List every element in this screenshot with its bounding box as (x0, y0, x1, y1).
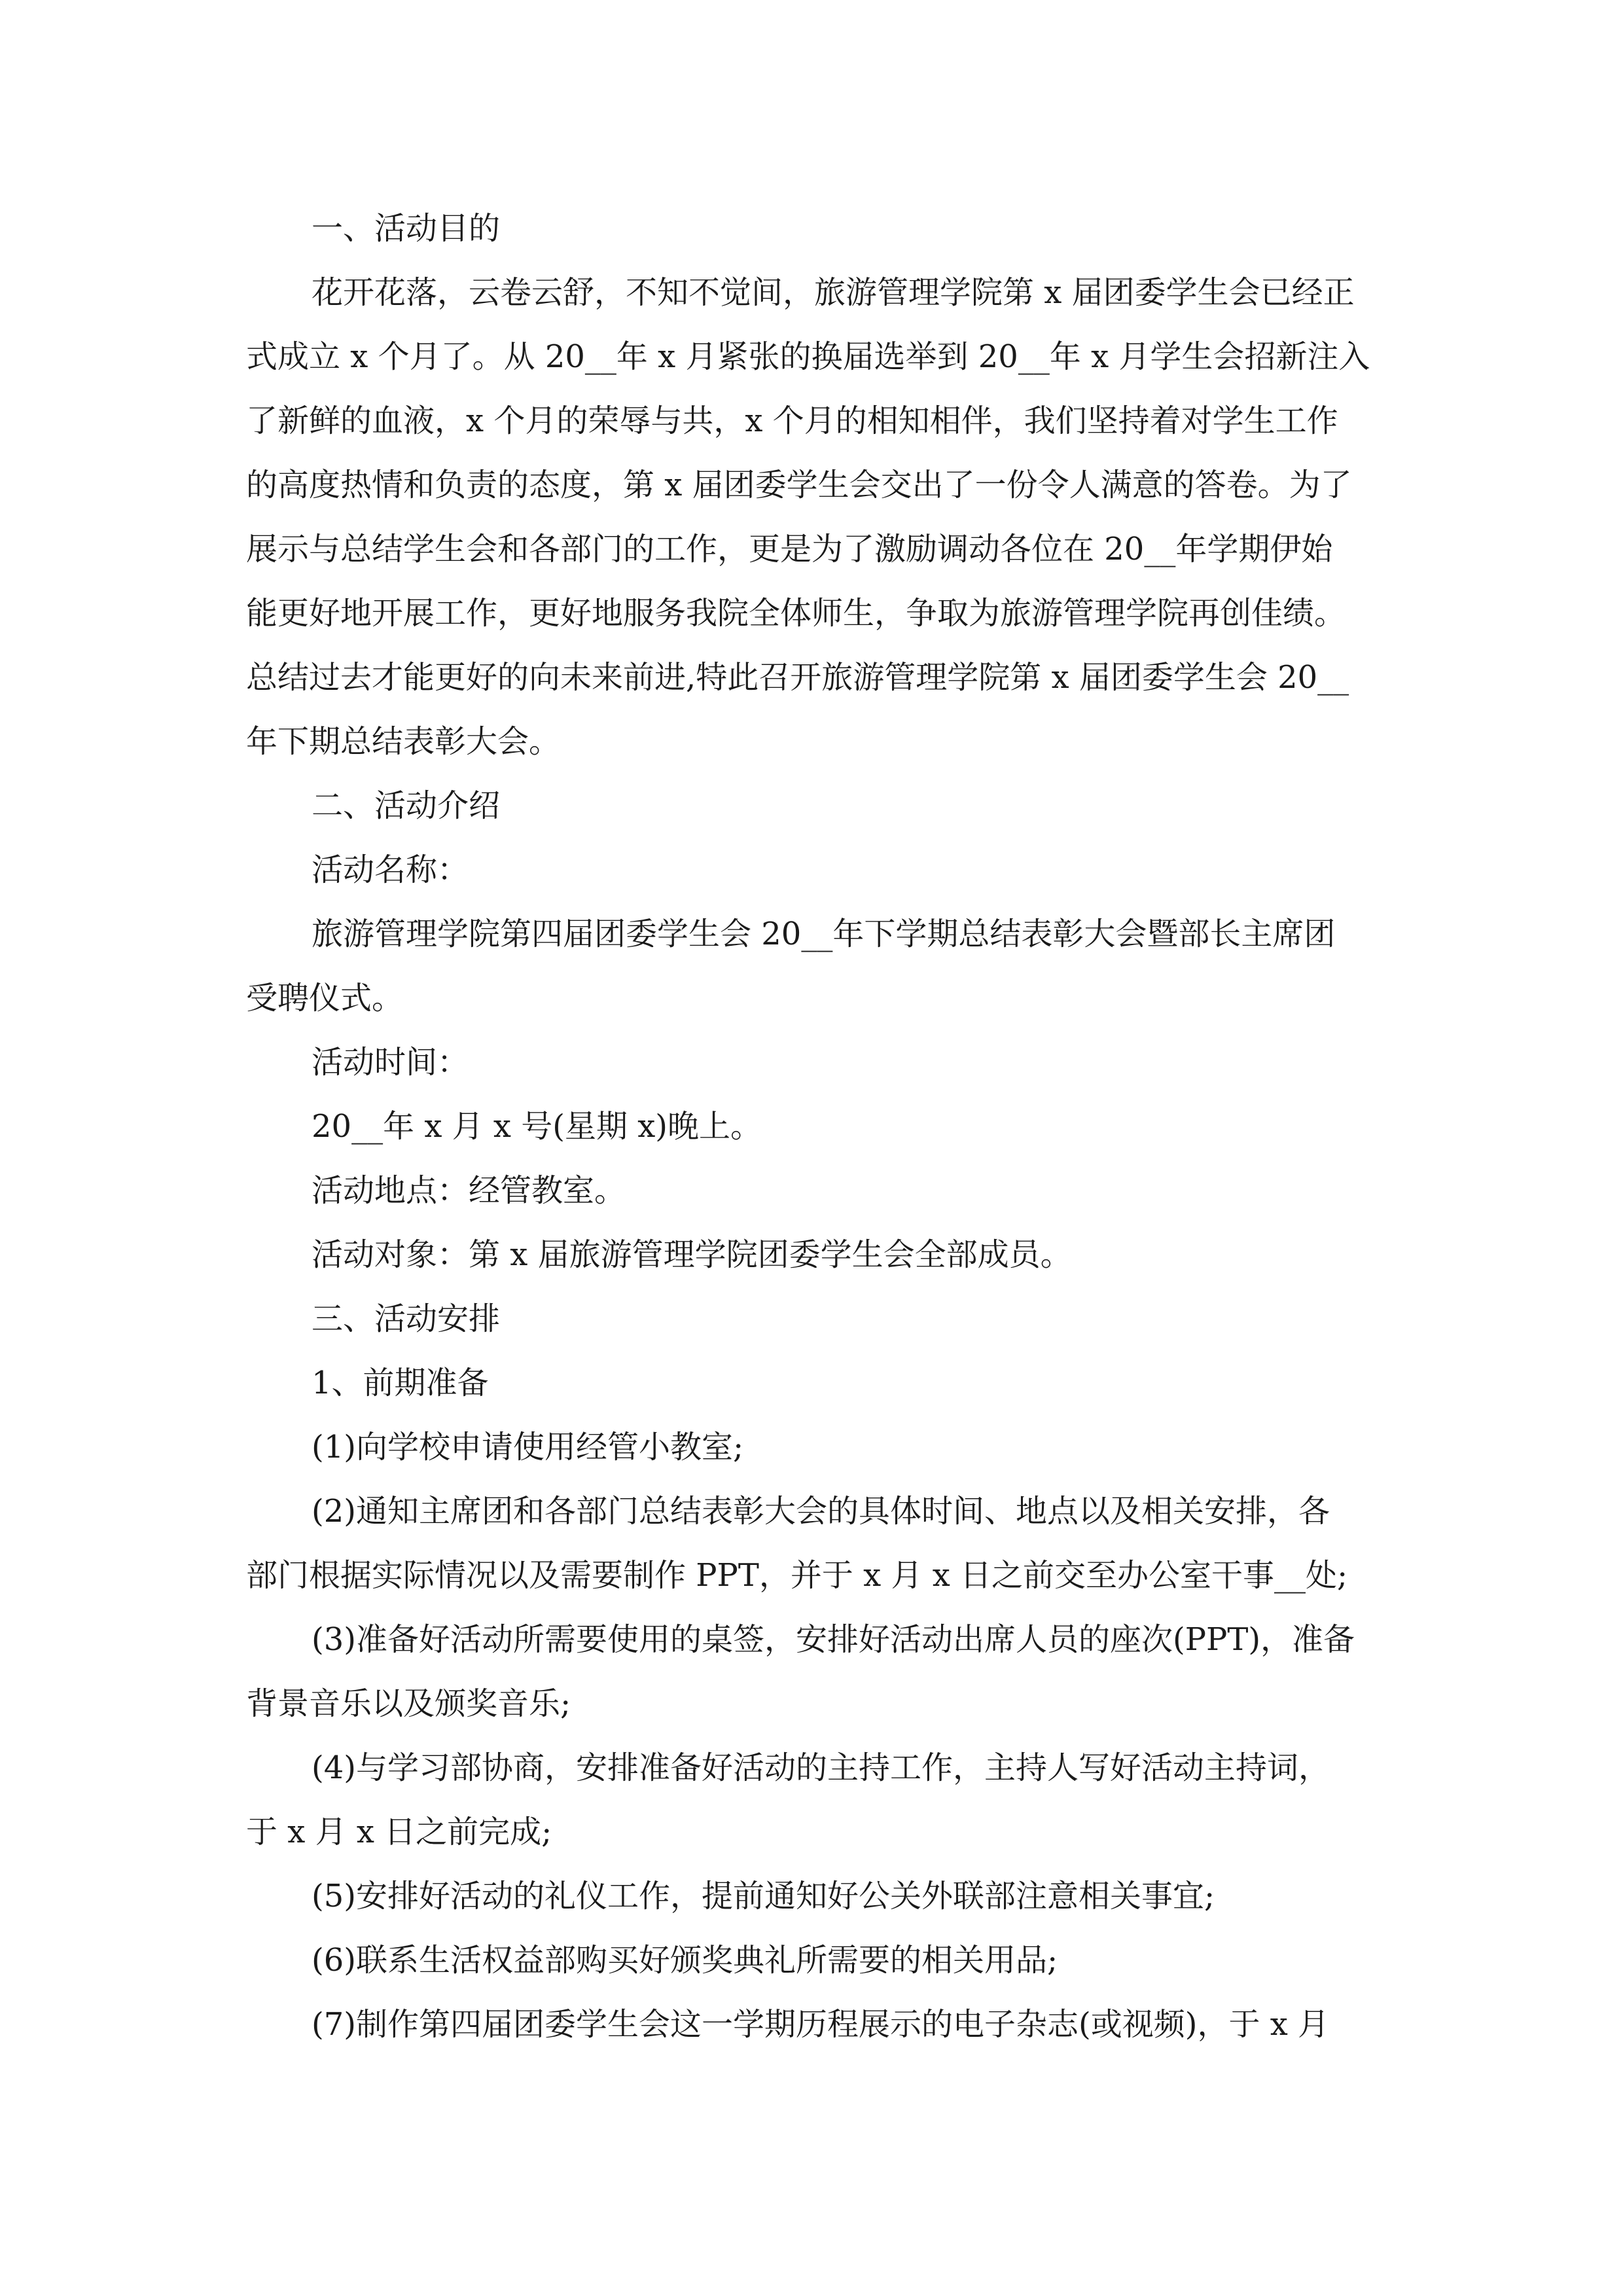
list-item-continuation: 于 x 月 x 日之前完成; (246, 1814, 552, 1850)
paragraph-line: 花开花落，云卷云舒，不知不觉间，旅游管理学院第 x 届团委学生会已经正 (312, 274, 1355, 311)
heading-activity-arrangement: 三、活动安排 (312, 1300, 501, 1337)
document-body (246, 196, 1398, 2056)
paragraph-line: 年下期总结表彰大会。 (246, 723, 561, 760)
paragraph-line: 的高度热情和负责的态度，第 x 届团委学生会交出了一份令人满意的答卷。为了 (246, 467, 1352, 503)
subheading-preparation: 1、前期准备 (312, 1365, 489, 1401)
list-item-continuation: 背景音乐以及颁奖音乐; (246, 1685, 571, 1722)
list-item: (3)准备好活动所需要使用的桌签，安排好活动出席人员的座次(PPT)，准备 (312, 1621, 1355, 1658)
paragraph-line: 式成立 x 个月了。从 20__年 x 月紧张的换届选举到 20__年 x 月学生会招新注入 (246, 338, 1370, 375)
activity-location: 活动地点：经管教室。 (312, 1172, 626, 1209)
label-activity-name: 活动名称： (312, 852, 469, 888)
paragraph-line: 受聘仪式。 (246, 980, 404, 1016)
paragraph-line: 了新鲜的血液，x 个月的荣辱与共，x 个月的相知相伴，我们坚持着对学生工作 (246, 403, 1338, 439)
list-item: (4)与学习部协商，安排准备好活动的主持工作，主持人写好活动主持词， (312, 1749, 1330, 1786)
label-activity-time: 活动时间： (312, 1044, 469, 1081)
activity-target: 活动对象：第 x 届旅游管理学院团委学生会全部成员。 (312, 1236, 1072, 1273)
paragraph-line: 展示与总结学生会和各部门的工作，更是为了激励调动各位在 20__年学期伊始 (246, 531, 1333, 567)
list-item-continuation: 部门根据实际情况以及需要制作 PPT，并于 x 月 x 日之前交至办公室干事__处; (246, 1557, 1348, 1594)
list-item: (5)安排好活动的礼仪工作，提前通知好公关外联部注意相关事宜; (312, 1878, 1215, 1914)
paragraph-line: 总结过去才能更好的向未来前进,特此召开旅游管理学院第 x 届团委学生会 20__ (246, 659, 1349, 696)
list-item: (7)制作第四届团委学生会这一学期历程展示的电子杂志(或视频)，于 x 月 (312, 2006, 1330, 2043)
paragraph-line: 能更好地开展工作，更好地服务我院全体师生，争取为旅游管理学院再创佳绩。 (246, 595, 1346, 632)
list-item: (2)通知主席团和各部门总结表彰大会的具体时间、地点以及相关安排，各 (312, 1493, 1330, 1530)
heading-activity-intro: 二、活动介绍 (312, 787, 501, 824)
paragraph-line: 旅游管理学院第四届团委学生会 20__年下学期总结表彰大会暨部长主席团 (312, 916, 1336, 952)
list-item: (1)向学校申请使用经管小教室; (312, 1429, 744, 1465)
paragraph-line: 20__年 x 月 x 号(星期 x)晚上。 (312, 1108, 762, 1145)
list-item: (6)联系生活权益部购买好颁奖典礼所需要的相关用品; (312, 1942, 1058, 1979)
heading-activity-purpose: 一、活动目的 (312, 210, 501, 247)
